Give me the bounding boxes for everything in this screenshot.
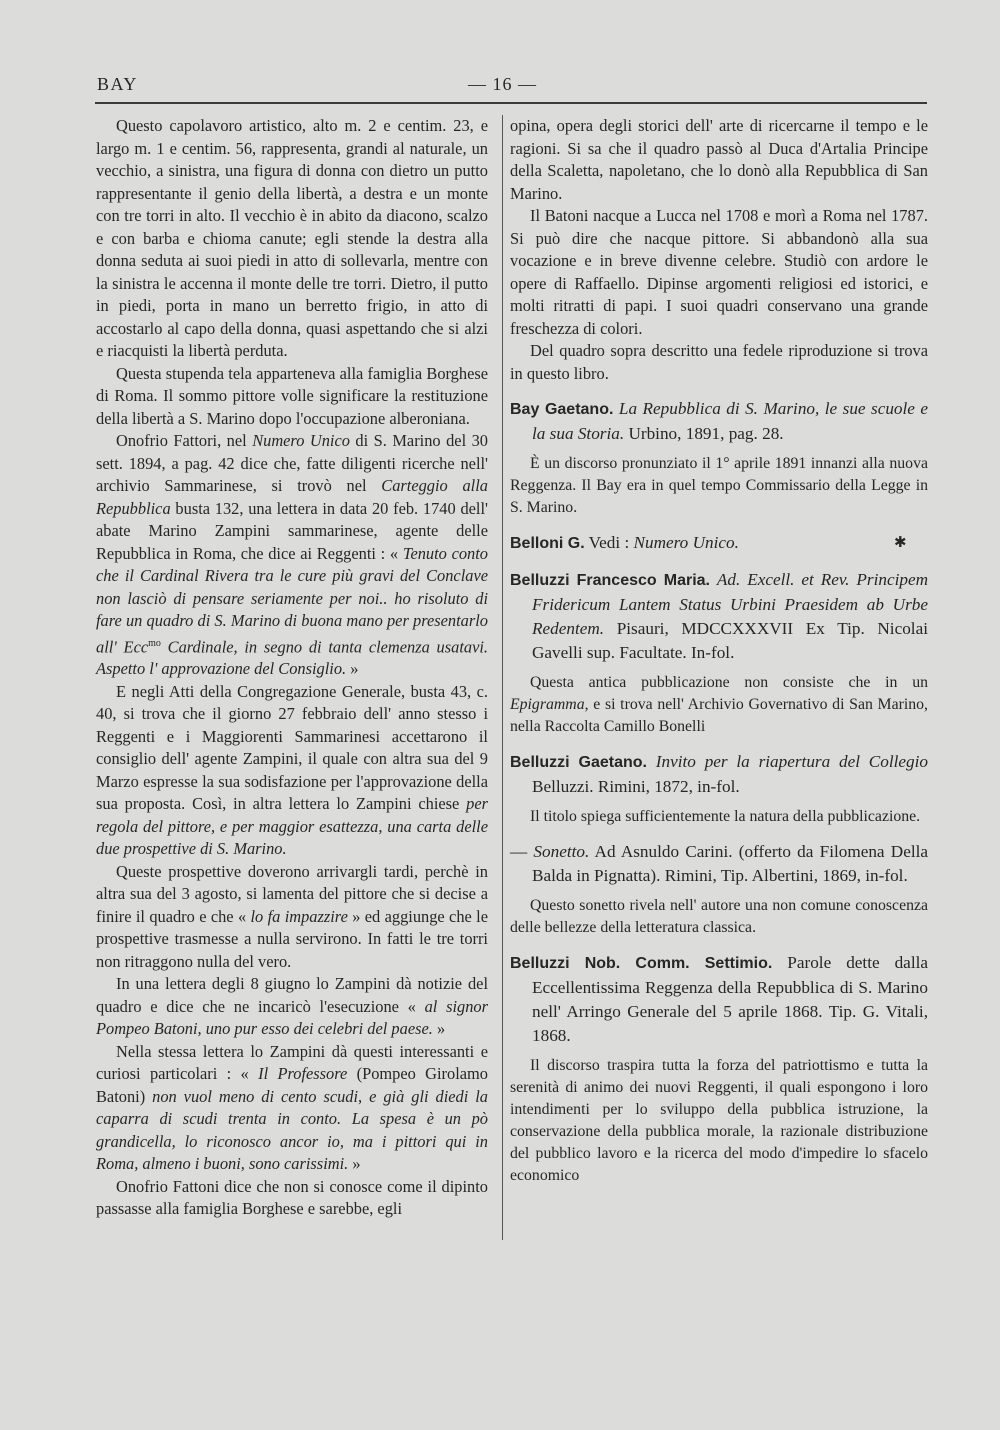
paragraph: Onofrio Fattoni dice che non si conosce come il dipinto passasse alla famiglia Borghese e sarebbe, egli bbox=[96, 1176, 488, 1219]
column-divider bbox=[502, 115, 503, 1240]
page-number: — 16 — bbox=[468, 74, 537, 94]
paragraph: Onofrio Fattori, nel Numero Unico di S. Marino del 30 sett. 1894, a pag. 42 dice che, fatte diligenti ricerche nell' archivio Sammarinese, si trovò nel Carteggio alla Repubblica busta 132, una lettera in data 20 feb. 1740 dell' abate Marino Zampini sammarinese, agente delle Repubblica in Roma, che dice ai Reggenti : « Tenuto conto che il Cardinal Rivera tra le cure più gravi del Conclave non lasciò di pensare seriamente per noi.. ho risoluto di fare un quadro di S. Marino di buona mano per presentarlo all' Ecc$^{mo}$ Cardinale, in segno di tanta clemenza usatavi. Aspetto l' approvazione del Consiglio. » bbox=[96, 431, 488, 679]
entry-author: Belluzzi Francesco Maria. bbox=[510, 572, 710, 589]
bibliography-entry: ✱ Belloni G. Vedi : Numero Unico. bbox=[510, 533, 907, 552]
paragraph: Questo capolavoro artistico, alto m. 2 e centim. 23, e largo m. 1 e centim. 56, rappresenta, grandi al naturale, un vecchio, a sinistra, una figura di donna con dietro un putto rappresentante il genio della libertà, a destra e un monte con tre torri in alto. Il vecchio è in abito da diacono, scalzo e con barba e chioma canute; egli stende la destra alla donna seduta ai suoi piedi in atto di sollevarla, mentre con la sinistra le accenna il monte delle tre torri. Dietro, il putto in piedi, porta in mano un berretto frigio, in atto di accostarlo al capo della donna, quasi aspettando che si alzi e riacquisti la libertà perduta. bbox=[96, 116, 488, 360]
paragraph: opina, opera degli storici dell' arte di ricercarne il tempo e le ragioni. Si sa che il quadro passò al Duca d'Artalia Principe della Scaletta, napoletano, che lo donò alla Repubblica di San Marino. bbox=[510, 116, 928, 203]
bibliography-entry: Bay Gaetano. La Repubblica di S. Marino, le sue scuole e la sua Storia. Urbino, 1891, pag. 28. bbox=[510, 399, 929, 443]
left-column bbox=[96, 115, 488, 1221]
bibliography-entry: Belluzzi Nob. Comm. Settimio. Parole dette dalla Eccellentissima Reggenza della Repubblica di S. Marino nell' Arringo Generale del 5 aprile 1868. Tip. G. Vitali, 1868. bbox=[510, 953, 928, 1045]
right-column bbox=[510, 115, 928, 1187]
entry-author: Belloni G. bbox=[510, 535, 585, 552]
entry-note: Il discorso traspira tutta la forza del patriottismo e tutta la serenità di animo dei nuovi Reggenti, il quali espongono i loro intendimenti per lo sviluppo della pubblica istruzione, la conservazione della pubblica morale, la razionale distribuzione del pubblico lavoro e la ricerca del modo d'impedire lo sfacelo economico bbox=[510, 1057, 928, 1184]
running-title: BAY bbox=[97, 74, 138, 94]
bibliography-entry: — Sonetto. Ad Asnuldo Carini. (offerto da Filomena Della Balda in Pignatta). Rimini, Tip. Albertini, 1869, in-fol. bbox=[510, 842, 928, 885]
entry-note: È un discorso pronunziato il 1° aprile 1891 innanzi alla nuova Reggenza. Il Bay era in quel tempo Commissario della Legge in S. Marino. bbox=[510, 455, 928, 516]
entry-note: Il titolo spiega sufficientemente la natura della pubblicazione. bbox=[530, 808, 921, 825]
bibliography-entry: Belluzzi Francesco Maria. Ad. Excell. et Rev. Principem Fridericum Lantem Status Urbini Praesidem ab Urbe Redentem. Pisauri, MDCCXXXVII Ex Tip. Nicolai Gavelli sup. Facultate. In-fol. bbox=[510, 570, 928, 662]
paragraph: In una lettera degli 8 giugno lo Zampini dà notizie del quadro e dice che ne incaricò l'esecuzione « al signor Pompeo Batoni, uno pur esso dei celebri del paese. » bbox=[96, 974, 488, 1039]
bibliography-entry: Belluzzi Gaetano. Invito per la riapertura del Collegio Belluzzi. Rimini, 1872, in-fol. bbox=[510, 752, 929, 796]
entry-note: Questa antica pubblicazione non consiste che in un Epigramma, e si trova nell' Archivio Governativo di San Marino, nella Raccolta Camillo Bonelli bbox=[510, 674, 928, 735]
entry-note: Questo sonetto rivela nell' autore una non comune conoscenza delle bellezze della letteratura classica. bbox=[510, 897, 928, 936]
header-rule bbox=[95, 102, 927, 104]
entry-author: Belluzzi Gaetano. bbox=[510, 754, 647, 771]
paragraph: Nella stessa lettera lo Zampini dà questi interessanti e curiosi particolari : « Il Professore (Pompeo Girolamo Batoni) non vuol meno di cento scudi, e già gli diedi la caparra di scudi trenta in conto. La spesa è un pò grandicella, lo riconosco ancor io, ma i pittori qui in Roma, almeno i buoni, sono carissimi. » bbox=[96, 1041, 488, 1174]
paragraph: E negli Atti della Congregazione Generale, busta 43, c. 40, si trova che il giorno 27 febbraio dell' anno stesso i Reggenti e i Maggiorenti Sammarinesi accettarono il consiglio dell' agente Zampini, il quale con altra sua del 9 Marzo espresse la sua sodisfazione per l'approvazione della sua proposta. Così, in altra lettera lo Zampini chiese per regola del pittore, e per maggior esattezza, una carta delle due prospettive di S. Marino. bbox=[96, 681, 488, 859]
paragraph: Del quadro sopra descritto una fedele riproduzione si trova in questo libro. bbox=[510, 341, 928, 383]
entry-author: Bay Gaetano. bbox=[510, 401, 614, 418]
paragraph: Queste prospettive doverono arrivargli tardi, perchè in altra sua del 3 agosto, si lamenta del pittore che si decise a finire il quadro e che « lo fa impazzire » ed aggiunge che le prospettive trasmesse a nulla servirono. In fatti le tre torri non ritraggono nulla del vero. bbox=[96, 861, 488, 971]
paragraph: Il Batoni nacque a Lucca nel 1708 e morì a Roma nel 1787. Si può dire che nacque pittore. Si abbandonò alla sua vocazione e in breve divenne celebre. Studiò con ardore le opere di Raffaello. Dipinse argomenti religiosi ed istorici, e molti ritratti di papi. I suoi quadri conservano una grande freschezza di colori. bbox=[510, 206, 928, 338]
entry-author: Belluzzi Nob. Comm. Settimio. bbox=[510, 955, 773, 972]
paragraph: Questa stupenda tela apparteneva alla famiglia Borghese di Roma. Il sommo pittore volle significare la restituzione della libertà a S. Marino dopo l'occupazione alberoniana. bbox=[96, 363, 488, 428]
